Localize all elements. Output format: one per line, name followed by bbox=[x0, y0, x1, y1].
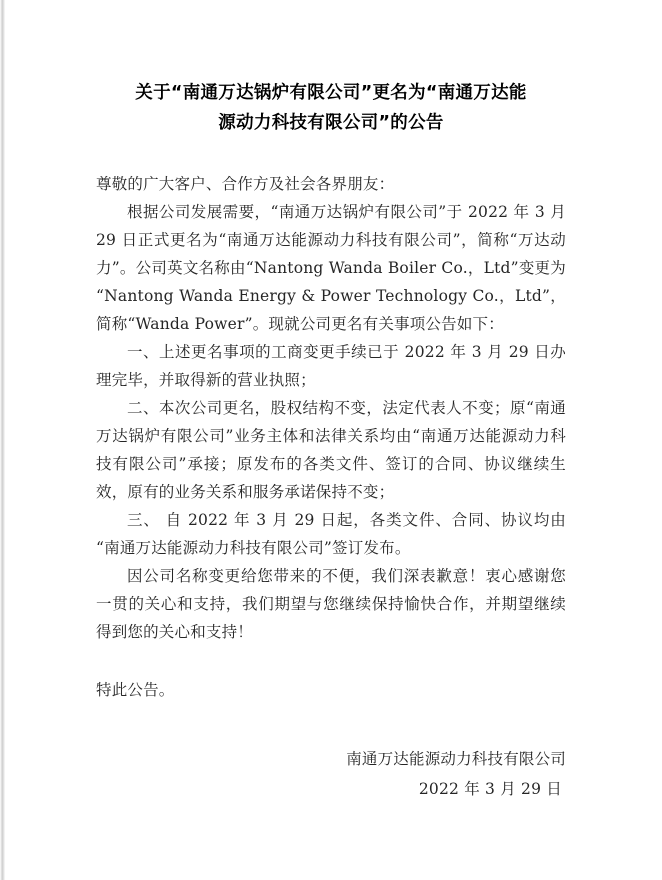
salutation: 尊敬的广大客户、合作方及社会各界朋友： bbox=[96, 175, 395, 193]
page-title bbox=[96, 0, 566, 138]
paragraph-item-one: 一、上述更名事项的工商变更手续已于 2022 年 3 月 29 日办理完毕，并取得新的营业执照； bbox=[96, 343, 566, 389]
title-line-1: 关于“南通万达锅炉有限公司”更名为“南通万达能 bbox=[135, 83, 527, 103]
paragraph-apology: 因公司名称变更给您带来的不便，我们深表歉意！衷心感谢您一贯的关心和支持，我们期望与您继续保持愉快合作，并期望继续得到您的关心和支持！ bbox=[96, 567, 566, 641]
closing-statement: 特此公告。 bbox=[96, 681, 175, 699]
signature-company: 南通万达能源动力科技有限公司 bbox=[346, 750, 566, 768]
signature-date: 2022 年 3 月 29 日 bbox=[418, 780, 562, 798]
title-line-2: 源动力科技有限公司”的公告 bbox=[218, 113, 444, 133]
document-body bbox=[96, 0, 566, 804]
paragraph-item-two: 二、本次公司更名，股权结构不变，法定代表人不变；原“南通万达锅炉有限公司”业务主体和法律关系均由“南通万达能源动力科技有限公司”承接；原发布的各类文件、签订的合同、协议继续生效，原有的业务关系和服务承诺保持不变； bbox=[96, 399, 566, 501]
paragraph-background: 根据公司发展需要，“南通万达锅炉有限公司”于 2022 年 3 月 29 日正式更名为“南通万达能源动力科技有限公司”，简称“万达动力”。公司英文名称由“Nantong Wanda Boiler Co.，Ltd”变更为“Nantong Wanda Energy & Power Technology Co.，Ltd”，简称“Wanda Power”。现就公司更名有关事项公告如下： bbox=[96, 203, 566, 333]
signature-block bbox=[96, 744, 566, 804]
paragraph-item-three: 三、 自 2022 年 3 月 29 日起，各类文件、合同、协议均由“南通万达能源动力科技有限公司”签订发布。 bbox=[96, 511, 566, 557]
